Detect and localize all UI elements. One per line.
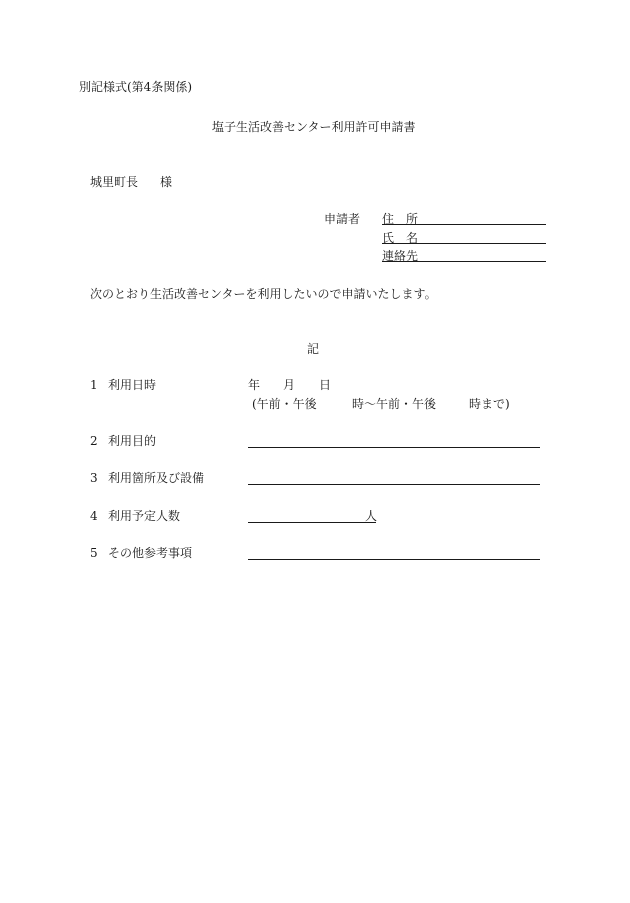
request-text: 次のとおり生活改善センターを利用したいので申請いたします。 — [90, 287, 437, 301]
usage-facilities-field[interactable] — [248, 484, 540, 485]
item-label-usage-datetime: 利用日時 — [108, 378, 157, 392]
addressee-honorific: 様 — [160, 175, 173, 189]
time-range-label: 時〜午前・午後 — [352, 397, 437, 411]
item-number-4: 4 — [90, 509, 98, 523]
applicant-name-label: 氏 名 — [382, 231, 419, 245]
people-unit: 人 — [365, 509, 378, 523]
usage-purpose-field[interactable] — [248, 447, 540, 448]
applicant-address-label: 住 所 — [382, 212, 419, 226]
applicant-label: 申請者 — [324, 212, 361, 226]
month-label: 月 — [283, 378, 296, 392]
other-notes-field[interactable] — [248, 559, 540, 560]
document-title: 塩子生活改善センター利用許可申請書 — [212, 120, 416, 134]
applicant-name-field[interactable] — [382, 243, 546, 244]
item-label-other-notes: その他参考事項 — [108, 546, 193, 560]
item-label-usage-purpose: 利用目的 — [108, 434, 157, 448]
ki-heading: 記 — [307, 342, 320, 356]
expected-people-field[interactable] — [248, 522, 376, 523]
item-number-2: 2 — [90, 434, 98, 448]
addressee-name: 城里町長 — [90, 175, 139, 189]
ampm-start-label: (午前・午後 — [252, 397, 317, 411]
day-label: 日 — [319, 378, 332, 392]
form-label: 別記様式(第4条関係) — [79, 80, 192, 94]
year-label: 年 — [248, 378, 261, 392]
item-number-1: 1 — [90, 378, 98, 392]
item-label-usage-facilities: 利用箇所及び設備 — [108, 471, 205, 485]
applicant-contact-label: 連絡先 — [382, 249, 419, 263]
time-end-label: 時まで) — [469, 397, 510, 411]
item-number-5: 5 — [90, 546, 98, 560]
item-label-expected-people: 利用予定人数 — [108, 509, 181, 523]
applicant-contact-field[interactable] — [382, 261, 546, 262]
item-number-3: 3 — [90, 471, 98, 485]
applicant-address-field[interactable] — [382, 224, 546, 225]
